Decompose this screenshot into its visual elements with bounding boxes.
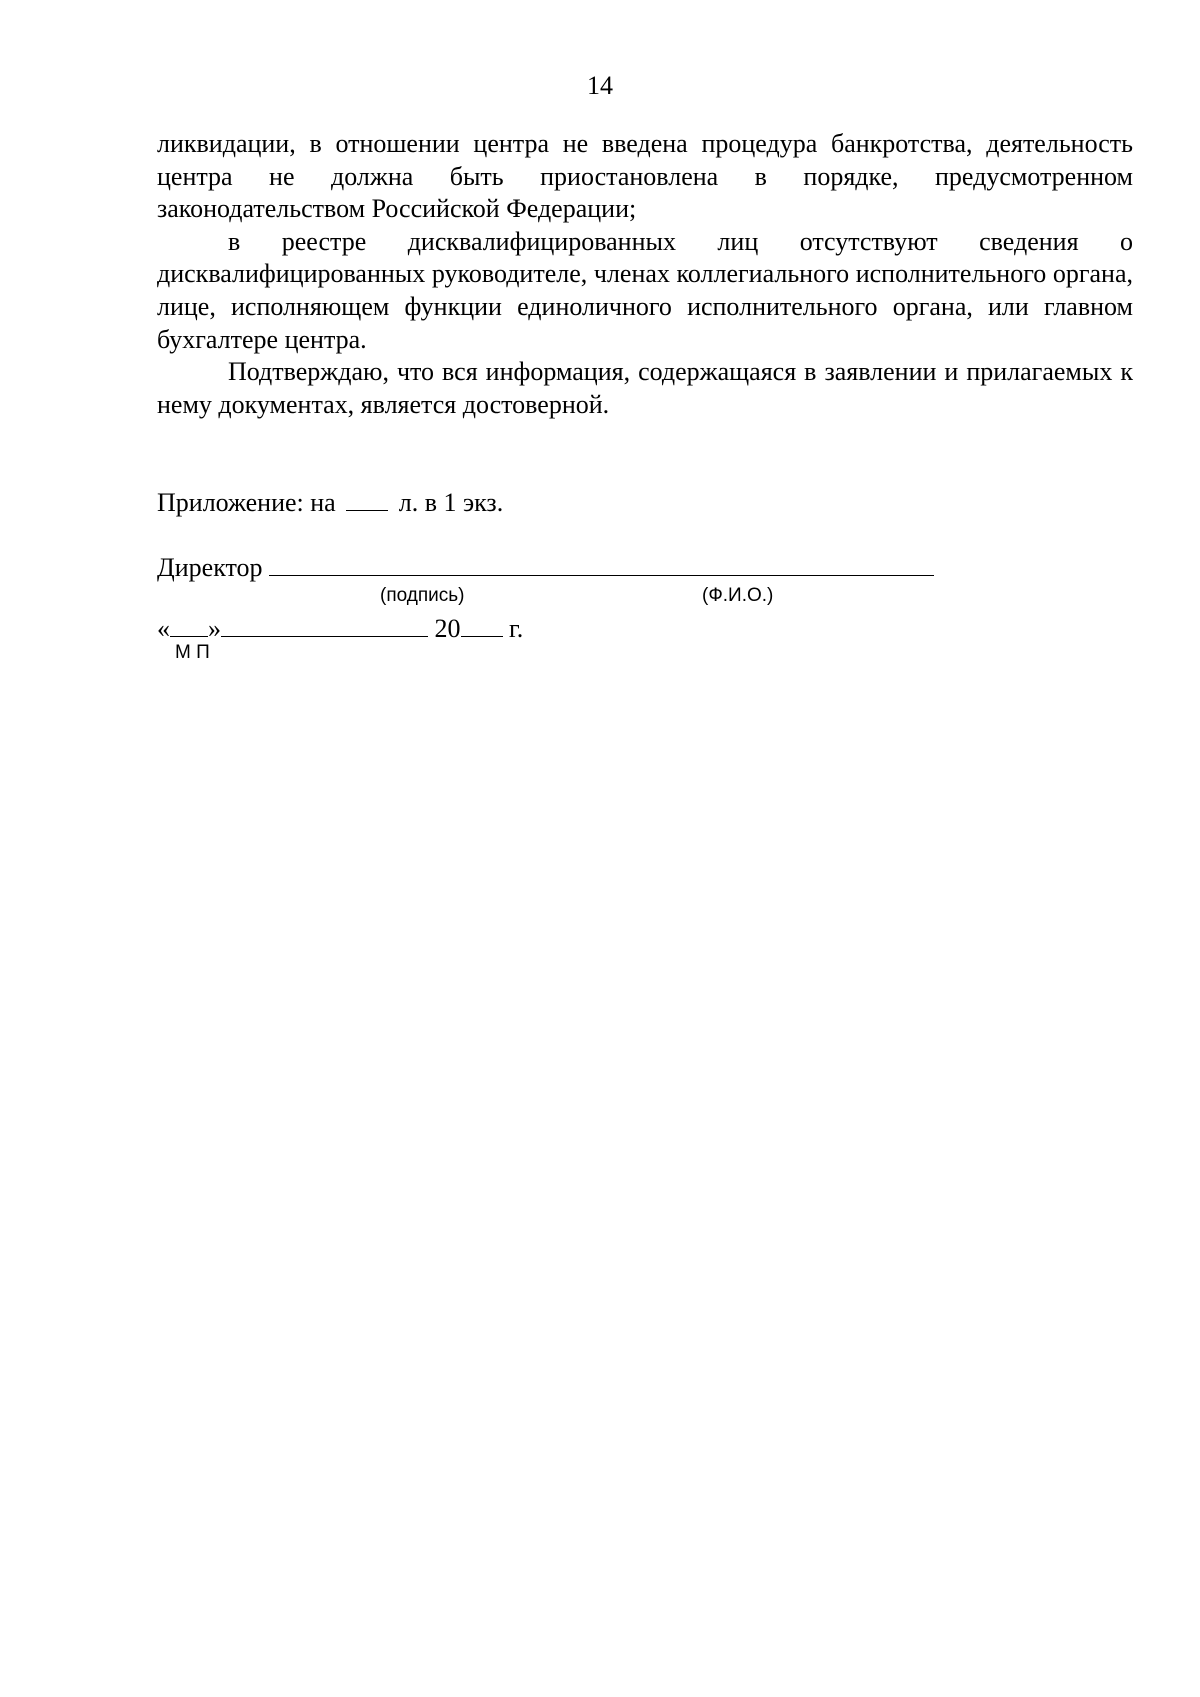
- paragraph-confirmation: Подтверждаю, что вся информация, содержащаяся в заявлении и прилагаемых к нему документах, является достоверной.: [157, 357, 1133, 419]
- paragraph-disqualified-registry: в реестре дисквалифицированных лиц отсутствуют сведения о дисквалифицированных руководителе, членах коллегиального исполнительного органа, лице, исполняющем функции единоличного исполнительного органа, или главном бухгалтере центра.: [157, 226, 1133, 354]
- body-text: [157, 128, 1133, 421]
- page-number: 14: [587, 71, 613, 100]
- name-caption: (Ф.И.О.): [702, 585, 774, 606]
- appendix-pages-blank: [346, 488, 388, 511]
- stamp-label: М П: [175, 642, 210, 663]
- date-close-quote: »: [208, 614, 221, 643]
- date-line: [157, 613, 523, 645]
- year-blank: [461, 614, 503, 637]
- month-blank: [221, 614, 428, 637]
- director-signature-line: [157, 552, 934, 584]
- paragraph-liquidation: ликвидации, в отношении центра не введена процедура банкротства, деятельность центра не должна быть приостановлена в порядке, предусмотренном законодательством Российской Федерации;: [157, 129, 1133, 224]
- director-label: Директор: [157, 553, 263, 582]
- appendix-prefix: Приложение: на: [157, 488, 336, 517]
- appendix-suffix: л. в 1 экз.: [398, 488, 504, 517]
- date-open-quote: «: [157, 614, 170, 643]
- signature-caption: (подпись): [380, 585, 465, 606]
- year-suffix: г.: [509, 614, 524, 643]
- signature-blank: [269, 553, 934, 576]
- year-prefix: 20: [434, 614, 461, 643]
- appendix-line: [157, 487, 503, 519]
- day-blank: [170, 614, 208, 637]
